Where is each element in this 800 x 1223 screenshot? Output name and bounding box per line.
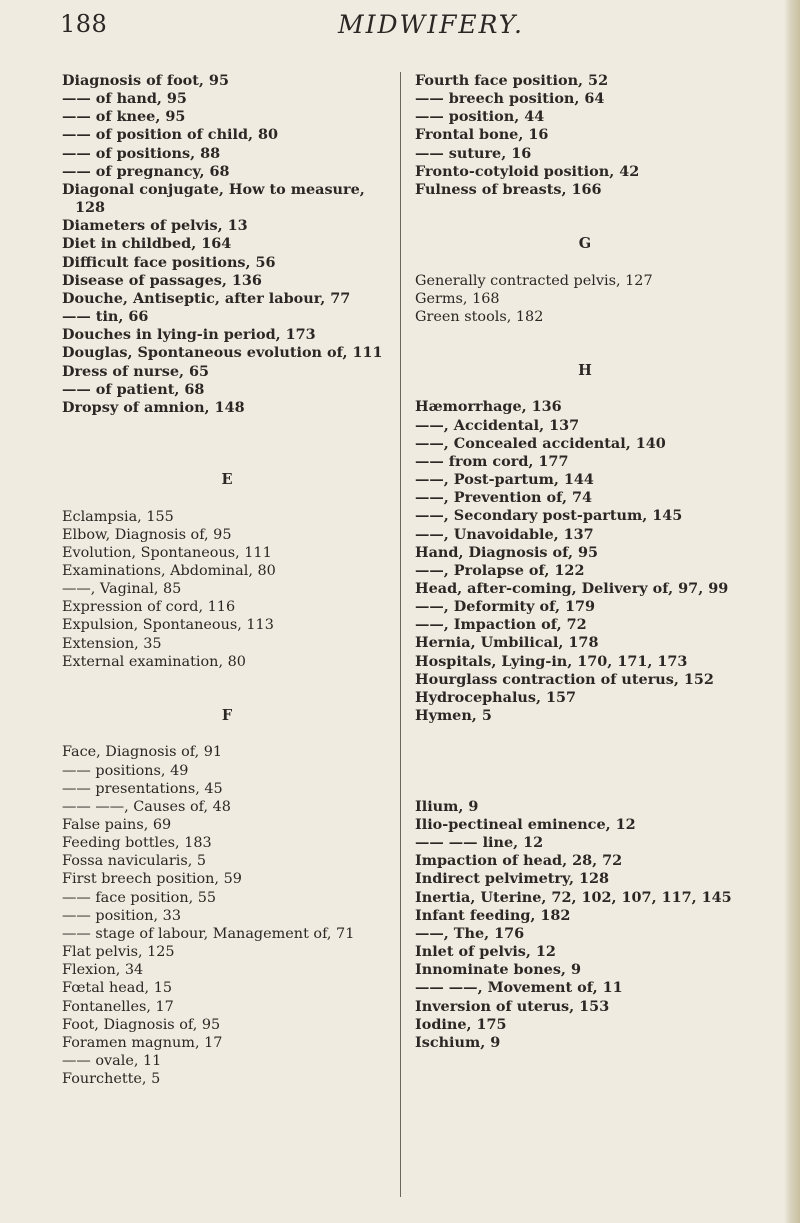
- index-entry: —— presentations, 45: [62, 780, 223, 797]
- index-entry: —— of positions, 88: [62, 144, 221, 162]
- index-entry: Foramen magnum, 17: [62, 1034, 223, 1051]
- index-entry: Expulsion, Spontaneous, 113: [62, 617, 274, 634]
- index-entry: —— suture, 16: [415, 144, 532, 162]
- index-entry: External examination, 80: [62, 653, 246, 670]
- index-entry: ——, Prevention of, 74: [415, 489, 593, 507]
- index-entry: —— ——, Movement of, 11: [415, 979, 623, 997]
- index-entry: Flat pelvis, 125: [62, 944, 175, 961]
- index-entry: Hourglass contraction of uterus, 152: [415, 670, 714, 688]
- index-entry: Diagnosis of foot, 95: [62, 72, 229, 89]
- running-head-title: MIDWIFERY.: [338, 10, 524, 39]
- index-spacer: [62, 671, 392, 707]
- index-entry: Germs, 168: [415, 290, 500, 307]
- index-entry: Fossa navicularis, 5: [62, 853, 207, 870]
- index-entry: —— stage of labour, Management of, 71: [62, 925, 355, 942]
- index-entry: —— ——, Causes of, 48: [62, 798, 231, 815]
- index-entry: Ilium, 9: [415, 797, 479, 815]
- index-entry: Examinations, Abdominal, 80: [62, 563, 276, 580]
- index-entry: Elbow, Diagnosis of, 95: [62, 526, 232, 543]
- index-entry: ——, Deformity of, 179: [415, 598, 596, 616]
- index-spacer: [62, 489, 392, 507]
- index-entry: Head, after-coming, Delivery of, 97, 99: [415, 580, 729, 597]
- index-section-letter: H: [578, 362, 592, 380]
- index-entry: ——, Secondary post-partum, 145: [415, 507, 683, 525]
- index-entry: —— ovale, 11: [62, 1053, 162, 1070]
- index-entry: Generally contracted pelvis, 127: [415, 272, 653, 289]
- index-entry: First breech position, 59: [62, 871, 242, 888]
- index-entry: ——, Unavoidable, 137: [415, 525, 594, 543]
- index-entry: Frontal bone, 16: [415, 126, 549, 144]
- index-entry: Ischium, 9: [415, 1033, 501, 1051]
- column-divider: [400, 72, 401, 1197]
- index-entry: Feeding bottles, 183: [62, 835, 212, 852]
- index-entry: Extension, 35: [62, 635, 162, 652]
- index-spacer: [415, 253, 755, 271]
- index-entry: Ilio-pectineal eminence, 12: [415, 816, 636, 833]
- index-entry: Dress of nurse, 65: [62, 362, 210, 380]
- index-entry: Inertia, Uterine, 72, 102, 107, 117, 145: [415, 888, 732, 906]
- index-entry: Dropsy of amnion, 148: [62, 398, 245, 416]
- index-entry: Inlet of pelvis, 12: [415, 943, 556, 961]
- index-entry: Iodine, 175: [415, 1015, 507, 1033]
- index-entry: Hand, Diagnosis of, 95: [415, 543, 599, 561]
- index-entry: Hydrocephalus, 157: [415, 688, 577, 706]
- index-spacer: [62, 417, 392, 471]
- index-column-right: [415, 72, 755, 1052]
- index-entry: Infant feeding, 182: [415, 906, 571, 924]
- index-entry: Hymen, 5: [415, 707, 492, 725]
- index-entry: —— face position, 55: [62, 889, 217, 906]
- index-entry: Face, Diagnosis of, 91: [62, 744, 223, 761]
- index-entry: Indirect pelvimetry, 128: [415, 870, 610, 888]
- index-entry: —— position, 44: [415, 108, 545, 126]
- index-entry: —— of hand, 95: [62, 90, 187, 108]
- index-entry: Fontanelles, 17: [62, 998, 174, 1015]
- index-entry: Green stools, 182: [415, 308, 544, 325]
- index-entry: Fronto-cotyloid position, 42: [415, 162, 640, 180]
- page-number: 188: [60, 10, 108, 38]
- index-entry: Hospitals, Lying-in, 170, 171, 173: [415, 652, 688, 670]
- index-entry: Douglas, Spontaneous evolution of, 111: [62, 344, 383, 362]
- index-entry: Innominate bones, 9: [415, 961, 581, 979]
- index-spacer: [415, 199, 755, 235]
- index-section-letter: E: [221, 471, 233, 489]
- index-entry: Fourchette, 5: [62, 1071, 161, 1088]
- index-spacer: [415, 326, 755, 362]
- index-entry: Expression of cord, 116: [62, 599, 236, 616]
- index-entry: Douche, Antiseptic, after labour, 77: [62, 289, 351, 307]
- index-entry: ——, Concealed accidental, 140: [415, 434, 666, 452]
- index-entry: Diameters of pelvis, 13: [62, 217, 248, 235]
- index-entry: —— of knee, 95: [62, 108, 186, 126]
- index-entry: Fourth face position, 52: [415, 72, 609, 89]
- index-entry: ——, Post-partum, 144: [415, 471, 594, 489]
- index-entry: —— breech position, 64: [415, 90, 605, 108]
- page-edge-shadow: [784, 0, 800, 1223]
- index-entry: ——, Prolapse of, 122: [415, 561, 585, 579]
- index-entry: Fœtal head, 15: [62, 980, 173, 997]
- index-entry: ——, Vaginal, 85: [62, 581, 182, 598]
- index-entry: Diet in childbed, 164: [62, 235, 232, 253]
- index-entry: Difficult face positions, 56: [62, 253, 276, 271]
- index-entry: Evolution, Spontaneous, 111: [62, 544, 272, 561]
- index-entry: ——, Impaction of, 72: [415, 616, 587, 634]
- index-entry: Hernia, Umbilical, 178: [415, 634, 599, 652]
- index-entry: —— positions, 49: [62, 762, 189, 779]
- index-entry: Diagonal conjugate, How to measure, 128: [62, 180, 365, 217]
- index-entry: Inversion of uterus, 153: [415, 997, 610, 1015]
- index-entry: Hæmorrhage, 136: [415, 398, 562, 416]
- index-entry: —— position, 33: [62, 907, 181, 924]
- index-spacer: [415, 380, 755, 398]
- index-spacer: [415, 725, 755, 798]
- index-entry: Impaction of head, 28, 72: [415, 852, 623, 870]
- index-entry: Disease of passages, 136: [62, 271, 262, 289]
- index-entry: False pains, 69: [62, 817, 172, 834]
- index-column-left: [62, 72, 392, 1088]
- index-entry: Douches in lying-in period, 173: [62, 326, 316, 344]
- index-entry: Foot, Diagnosis of, 95: [62, 1016, 221, 1033]
- index-entry: —— of patient, 68: [62, 380, 205, 398]
- index-section-letter: F: [221, 707, 233, 725]
- index-entry: —— —— line, 12: [415, 834, 544, 852]
- index-section-letter: G: [578, 235, 592, 253]
- index-entry: ——, The, 176: [415, 924, 525, 942]
- index-spacer: [62, 725, 392, 743]
- index-entry: —— of position of child, 80: [62, 126, 279, 144]
- index-entry: Fulness of breasts, 166: [415, 180, 602, 198]
- index-entry: —— of pregnancy, 68: [62, 162, 230, 180]
- index-entry: ——, Accidental, 137: [415, 416, 580, 434]
- index-entry: Flexion, 34: [62, 962, 144, 979]
- index-entry: —— from cord, 177: [415, 452, 569, 470]
- index-entry: —— tin, 66: [62, 308, 149, 326]
- index-entry: Eclampsia, 155: [62, 508, 174, 525]
